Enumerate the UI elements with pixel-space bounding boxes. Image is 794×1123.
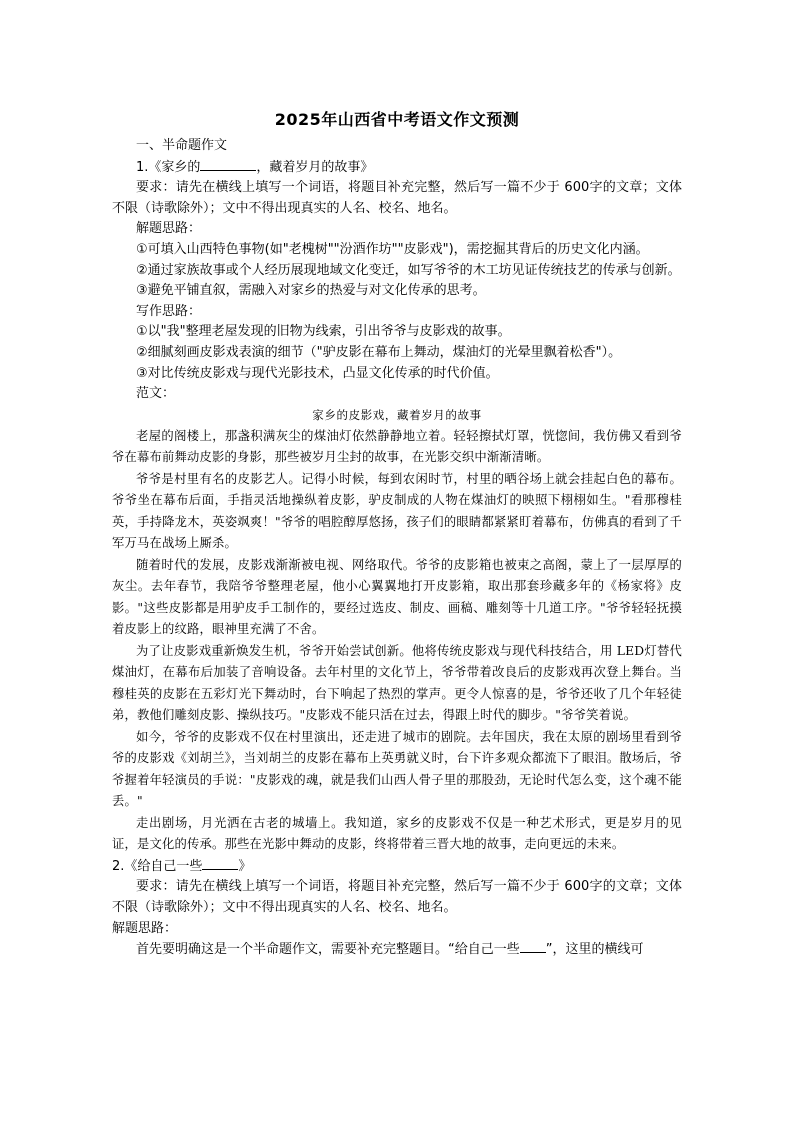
question-2-tips-label: 解题思路： [112,920,178,936]
fill-blank-line [200,157,256,171]
essay-paragraph: 爷爷是村里有名的皮影艺人。记得小时候，每到农闲时节，村里的晒谷场上就会挂起白色的幕布。爷爷坐在幕布后面，手指灵活地操纵着皮影，驴皮制成的人物在煤油灯的映照下栩栩如生。"看那穆桂英，手持降龙木，英姿飒爽！"爷爷的唱腔醇厚悠扬，孩子们的眼睛都紧紧盯着幕布，仿佛真的看到了千军万马在战场上厮杀。 [112,471,682,551]
section-heading: 一、半命题作文 [136,138,228,153]
question-1-writing-point: ③对比传统皮影戏与现代光影技术，凸显文化传承的时代价值。 [136,365,499,381]
fill-blank-line [202,856,238,870]
question-1-tip: ③避免平铺直叙，需融入对家乡的热爱与对文化传承的思考。 [136,283,486,299]
question-1-title [112,157,682,179]
question-2-title-pre: 2.《给自己一些 [112,858,203,874]
essay-paragraph: 老屋的阁楼上，那盏积满灰尘的煤油灯依然静静地立着。轻轻擦拭灯罩，恍惚间，我仿佛又看到爷爷在幕布前舞动皮影的身影，那些被岁月尘封的故事，在光影交织中渐渐清晰。 [112,428,682,465]
document-body [112,136,682,961]
essay-paragraph: 如今，爷爷的皮影戏不仅在村里演出，还走进了城市的剧院。去年国庆，我在太原的剧场里看到爷爷的皮影戏《刘胡兰》，当刘胡兰的皮影在幕布上英勇就义时，台下许多观众都流下了眼泪。散场后，爷爷握着年轻演员的手说："皮影戏的魂，就是我们山西人骨子里的那股劲，无论时代怎么变，这个魂不能丢。" [112,729,682,809]
question-1-title-pre: 1.《家乡的 [136,159,201,175]
question-2-tips-pre: 首先要明确这是一个半命题作文，需要补充完整题目。“给自己一些 [136,942,520,958]
question-1-writing-point: ①以"我"整理老屋发现的旧物为线索，引出爷爷与皮影戏的故事。 [136,324,511,340]
question-1-writing-point: ②细腻刻画皮影戏表演的细节（"驴皮影在幕布上舞动，煤油灯的光晕里飘着松香"）。 [136,344,622,360]
essay-paragraph: 走出剧场，月光洒在古老的城墙上。我知道，家乡的皮影戏不仅是一种艺术形式，更是岁月的见证，是文化的传承。那些在光影中舞动的皮影，终将带着三晋大地的故事，走向更远的未来。 [112,815,682,852]
question-1-writing-label: 写作思路： [136,303,202,319]
fill-blank-line [520,939,546,953]
question-1-tip: ②通过家族故事或个人经历展现地域文化变迁，如写爷爷的木工坊见证传统技艺的传承与创新。 [136,262,681,278]
question-2-tips-text [112,939,682,961]
document-title: 2025年山西省中考语文作文预测 [274,110,520,129]
question-2-title [112,856,682,878]
essay-paragraph: 随着时代的发展，皮影戏渐渐被电视、网络取代。爷爷的皮影箱也被束之高阁，蒙上了一层厚厚的灰尘。去年春节，我陪爷爷整理老屋，他小心翼翼地打开皮影箱，取出那套珍藏多年的《杨家将》皮影。"这些皮影都是用驴皮手工制作的，要经过选皮、制皮、画稿、雕刻等十几道工序。"爷爷轻轻抚摸着皮影上的纹路，眼神里充满了不舍。 [112,557,682,637]
question-2-requirement: 要求：请先在横线上填写一个词语，将题目补充完整，然后写一篇不少于 600字的文章；文体不限（诗歌除外）；文中不得出现真实的人名、校名、地名。 [112,879,682,915]
question-1-title-post: ，藏着岁月的故事》 [256,159,374,175]
question-1-requirement: 要求：请先在横线上填写一个词语，将题目补充完整，然后写一篇不少于 600字的文章；文体不限（诗歌除外）；文中不得出现真实的人名、校名、地名。 [112,180,682,216]
question-1-tips-label: 解题思路： [136,221,202,237]
essay-title: 家乡的皮影戏，藏着岁月的故事 [312,407,482,422]
essay-paragraph: 为了让皮影戏重新焕发生机，爷爷开始尝试创新。他将传统皮影戏与现代科技结合，用 LED灯替代煤油灯，在幕布后加装了音响设备。去年村里的文化节上，爷爷带着改良后的皮影戏再次登上舞台。当穆桂英的皮影在五彩灯光下舞动时，台下响起了热烈的掌声。更令人惊喜的是，爷爷还收了几个年轻徒弟，教他们雕刻皮影、操纵技巧。"皮影戏不能只活在过去，得跟上时代的脚步。"爷爷笑着说。 [112,643,682,723]
question-2-tips-post: ”，这里的横线可 [545,942,644,958]
question-2-title-post: 》 [238,858,252,874]
question-1-tip: ①可填入山西特色事物(如"老槐树""汾酒作坊""皮影戏")，需挖掘其背后的历史文化内涵。 [136,241,649,257]
sample-label: 范文： [136,386,176,402]
